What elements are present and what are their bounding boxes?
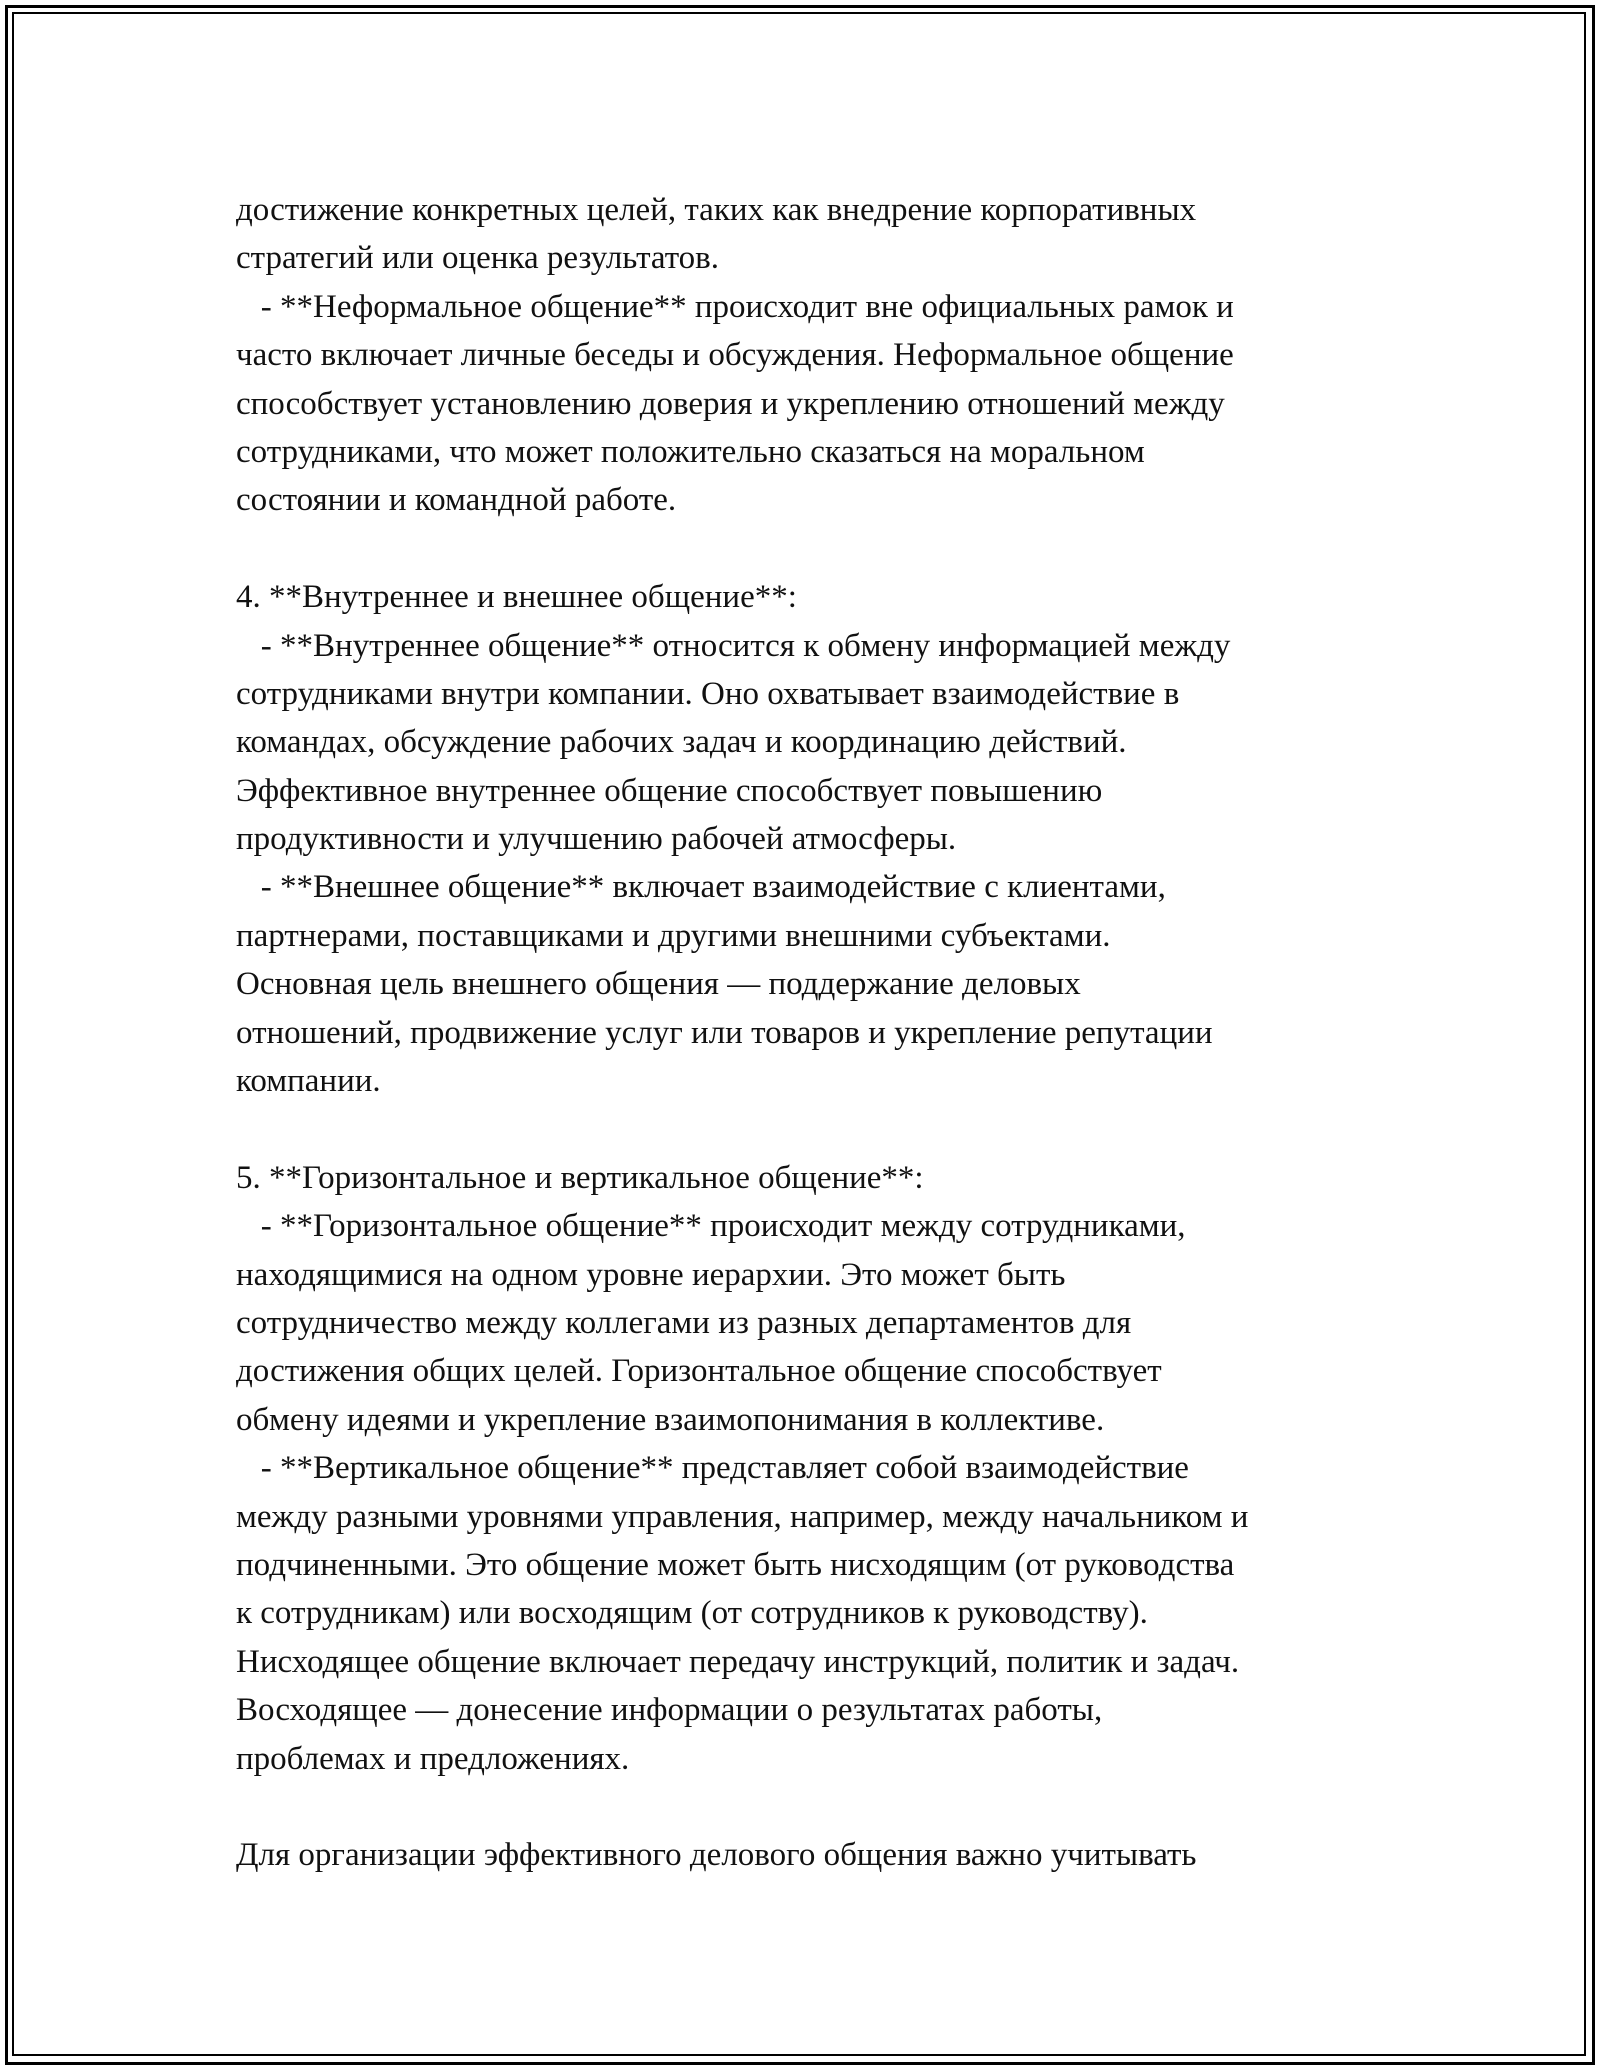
text-line: способствует установлению доверия и укреплению отношений между — [236, 385, 1225, 422]
text-line: находящимися на одном уровне иерархии. Это может быть — [236, 1256, 1066, 1293]
text-line: Нисходящее общение включает передачу инструкций, политик и задач. — [236, 1643, 1240, 1680]
text-line: - **Внутреннее общение** относится к обмену информацией между — [236, 627, 1231, 664]
text-line: обмену идеями и укрепление взаимопонимания в коллективе. — [236, 1401, 1105, 1438]
text-line: компании. — [236, 1063, 381, 1100]
text-line: стратегий или оценка результатов. — [236, 240, 720, 277]
paragraph-gap — [236, 1105, 1416, 1153]
text-line: сотрудничество между коллегами из разных департаментов для — [236, 1304, 1132, 1341]
text-line: состоянии и командной работе. — [236, 482, 677, 519]
text-line: сотрудниками внутри компании. Оно охватывает взаимодействие в — [236, 675, 1180, 712]
text-line: продуктивности и улучшению рабочей атмосферы. — [236, 821, 957, 858]
text-line: - **Вертикальное общение** представляет собой взаимодействие — [236, 1450, 1189, 1487]
text-line: подчиненными. Это общение может быть нисходящим (от руководства — [236, 1546, 1235, 1583]
text-line: партнерами, поставщиками и другими внешними субъектами. — [236, 917, 1111, 954]
text-line: Основная цель внешнего общения — поддержание деловых — [236, 966, 1081, 1003]
text-line: - **Горизонтальное общение** происходит между сотрудниками, — [236, 1208, 1186, 1245]
text-line: командах, обсуждение рабочих задач и координацию действий. — [236, 724, 1127, 761]
text-line: часто включает личные беседы и обсуждения. Неформальное общение — [236, 337, 1234, 374]
section-heading: 4. **Внутреннее и внешнее общение**: — [236, 579, 797, 616]
text-line: к сотрудникам) или восходящим (от сотрудников к руководству). — [236, 1595, 1148, 1632]
text-line: отношений, продвижение услуг или товаров и укрепление репутации — [236, 1014, 1213, 1051]
text-line: между разными уровнями управления, например, между начальником и — [236, 1498, 1249, 1535]
text-line: - **Внешнее общение** включает взаимодействие с клиентами, — [236, 869, 1166, 906]
text-line: Восходящее — донесение информации о результатах работы, — [236, 1692, 1103, 1729]
text-line: достижение конкретных целей, таких как внедрение корпоративных — [236, 192, 1197, 228]
text-line: - **Неформальное общение** происходит вне официальных рамок и — [236, 288, 1234, 325]
text-line: Эффективное внутреннее общение способствует повышению — [236, 772, 1103, 809]
paragraph-gap — [236, 1783, 1416, 1831]
section-heading: 5. **Горизонтальное и вертикальное общение**: — [236, 1159, 924, 1196]
text-line: проблемах и предложениях. — [236, 1740, 630, 1777]
paragraph-gap — [236, 525, 1416, 573]
text-line: сотрудниками, что может положительно сказаться на моральном — [236, 433, 1145, 470]
text-line: Для организации эффективного делового общения важно учитывать — [236, 1837, 1197, 1874]
document-body — [236, 186, 1416, 1880]
text-line: достижения общих целей. Горизонтальное общение способствует — [236, 1353, 1162, 1390]
